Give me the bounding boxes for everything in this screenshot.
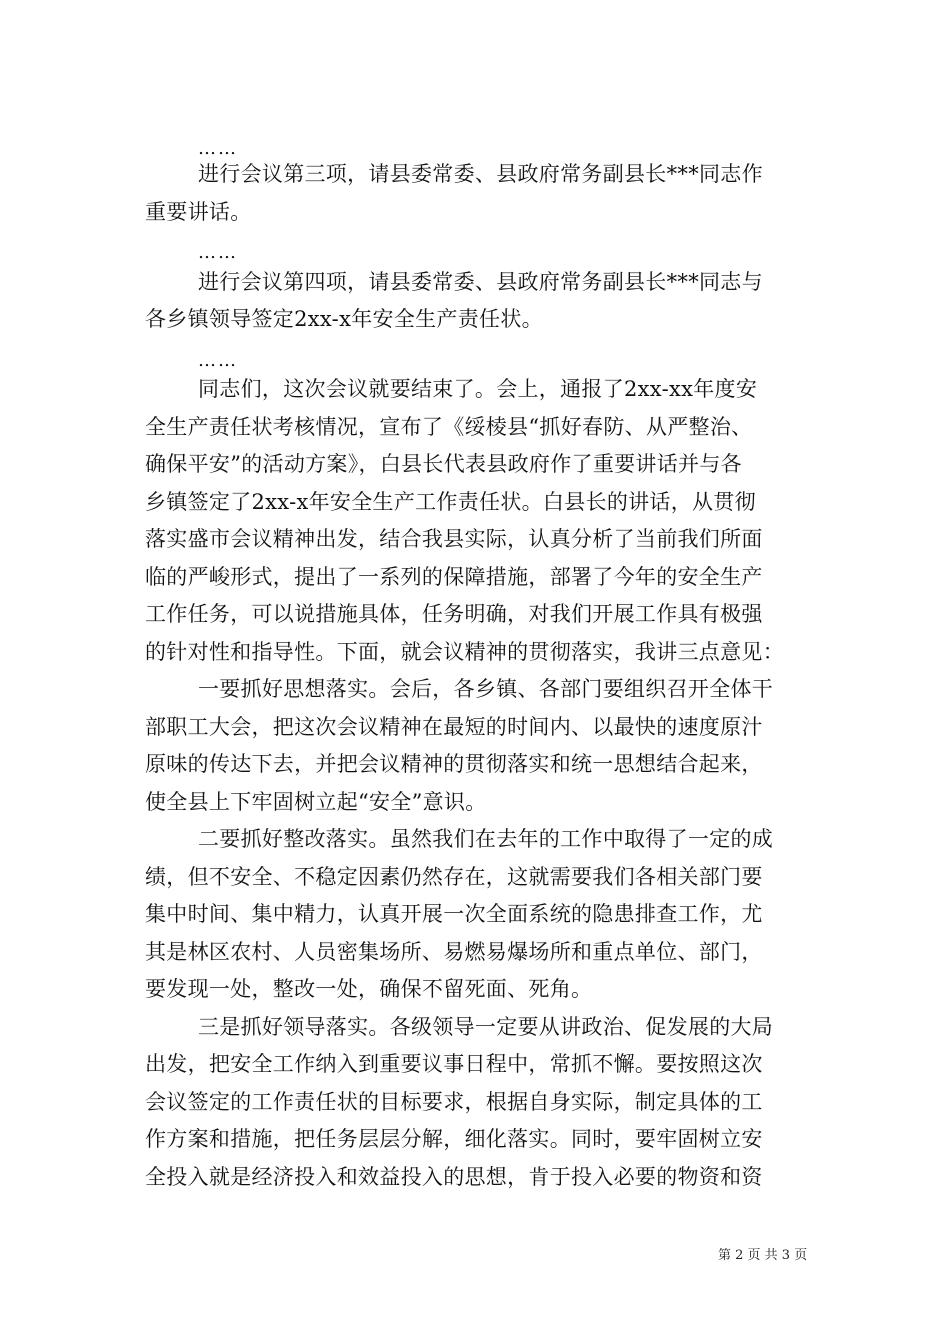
paragraph-line: 全生产责任状考核情况，宣布了《绥棱县“抓好春防、从严整治、 — [145, 415, 753, 439]
paragraph-line: 落实盛市会议精神出发，结合我县实际，认真分析了当前我们所面 — [145, 527, 763, 551]
paragraph-line: 要发现一处，整改一处，确保不留死面、死角。 — [145, 977, 593, 1001]
paragraph-line: 工作任务，可以说措施具体，任务明确，对我们开展工作具有极强 — [145, 602, 763, 626]
ellipsis-line: …… — [198, 242, 238, 263]
paragraph-line: 确保平安”的活动方案》，白县长代表县政府作了重要讲话并与各 — [145, 452, 742, 476]
paragraph-line: 原味的传达下去，并把会议精神的贯彻落实和统一思想结合起来， — [145, 752, 763, 776]
paragraph-line: 集中时间、集中精力，认真开展一次全面系统的隐患排查工作，尤 — [145, 902, 763, 926]
page-number: 第 2 页 共 3 页 — [718, 1248, 808, 1263]
paragraph-line: 作方案和措施，把任务层层分解，细化落实。同时，要牢固树立安 — [145, 1127, 763, 1151]
paragraph-line: 进行会议第四项，请县委常委、县政府常务副县长***同志与 — [198, 270, 763, 294]
paragraph-line: 的针对性和指导性。下面，就会议精神的贯彻落实，我讲三点意见： — [145, 640, 784, 664]
paragraph-line: 出发，把安全工作纳入到重要议事日程中，常抓不懈。要按照这次 — [145, 1052, 763, 1076]
paragraph-line: 各乡镇领导签定2xx-x年安全生产责任状。 — [145, 307, 543, 331]
paragraph-line: 一要抓好思想落实。会后，各乡镇、各部门要组织召开全体干 — [198, 677, 774, 701]
paragraph-line: 同志们，这次会议就要结束了。会上，通报了2xx-xx年度安 — [198, 377, 758, 401]
paragraph-line: 会议签定的工作责任状的目标要求，根据自身实际，制定具体的工 — [145, 1090, 763, 1114]
paragraph-line: 二要抓好整改落实。虽然我们在去年的工作中取得了一定的成 — [198, 827, 774, 851]
paragraph-line: 乡镇签定了2xx-x年安全生产工作责任状。白县长的讲话，从贯彻 — [145, 490, 756, 514]
ellipsis-line: …… — [198, 138, 238, 159]
paragraph-line: 其是林区农村、人员密集场所、易燃易爆场所和重点单位、部门， — [145, 940, 763, 964]
paragraph-line: 进行会议第三项，请县委常委、县政府常务副县长***同志作 — [198, 162, 763, 186]
paragraph-line: 使全县上下牢固树立起“安全”意识。 — [145, 790, 487, 814]
paragraph-line: 三是抓好领导落实。各级领导一定要从讲政治、促发展的大局 — [198, 1015, 774, 1039]
paragraph-line: 重要讲话。 — [145, 200, 252, 224]
paragraph-line: 部职工大会，把这次会议精神在最短的时间内、以最快的速度原汁 — [145, 715, 763, 739]
paragraph-line: 绩，但不安全、不稳定因素仍然存在，这就需要我们各相关部门要 — [145, 865, 763, 889]
ellipsis-line: …… — [198, 350, 238, 371]
paragraph-line: 全投入就是经济投入和效益投入的思想，肯于投入必要的物资和资 — [145, 1165, 763, 1189]
paragraph-line: 临的严峻形式，提出了一系列的保障措施，部署了今年的安全生产 — [145, 565, 763, 589]
